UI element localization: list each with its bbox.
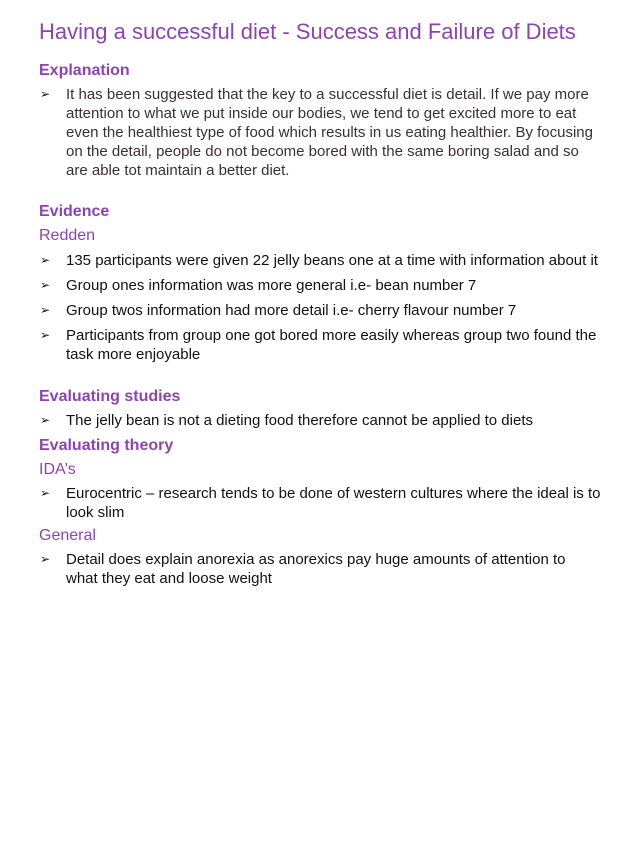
list-item-text: Group ones information was more general i.e- bean number 7: [66, 277, 477, 294]
list-item-text: The jelly bean is not a dieting food therefore cannot be applied to diets: [66, 412, 533, 429]
list-item: [39, 85, 601, 180]
evaluating-studies-list: [39, 411, 608, 430]
arrowhead-bullet-icon: ➢: [40, 87, 51, 101]
explanation-heading: Explanation: [39, 62, 130, 79]
evaluating-theory-heading: Evaluating theory: [39, 437, 174, 454]
page-title: Having a successful diet - Success and Failure of Diets: [39, 19, 576, 44]
list-item-text: It has been suggested that the key to a successful diet is detail. If we pay more attention to what we put inside our bodies, we tend to get excited more to eat even the healthiest type of food which results in us eating healthier. By focusing on the detail, people do not become bored with the same boring salad and so are able tot maintain a better diet.: [66, 86, 593, 179]
list-item: [39, 326, 601, 364]
evidence-heading: Evidence: [39, 203, 110, 220]
arrowhead-bullet-icon: ➢: [40, 413, 51, 427]
redden-subheading: Redden: [39, 227, 96, 244]
arrowhead-bullet-icon: ➢: [40, 552, 51, 566]
evaluating-studies-heading: Evaluating studies: [39, 388, 181, 405]
list-item: [39, 411, 601, 430]
list-item-text: 135 participants were given 22 jelly beans one at a time with information about it: [66, 252, 598, 269]
list-item: [39, 550, 601, 588]
arrowhead-bullet-icon: ➢: [40, 328, 51, 342]
list-item-text: Detail does explain anorexia as anorexics pay huge amounts of attention to what they eat and loose weight: [66, 551, 566, 587]
list-item: [39, 484, 601, 522]
arrowhead-bullet-icon: ➢: [40, 303, 51, 317]
idas-list: [39, 484, 608, 522]
general-list: [39, 550, 608, 588]
evidence-list: [39, 251, 608, 364]
idas-subheading: IDA’s: [39, 461, 76, 478]
list-item-text: Eurocentric – research tends to be done of western cultures where the ideal is to look slim: [66, 485, 601, 521]
list-item: [39, 276, 601, 295]
list-item-text: Group twos information had more detail i.e- cherry flavour number 7: [66, 302, 517, 319]
arrowhead-bullet-icon: ➢: [40, 278, 51, 292]
list-item: [39, 301, 601, 320]
list-item-text: Participants from group one got bored more easily whereas group two found the task more enjoyable: [66, 327, 597, 363]
general-subheading: General: [39, 527, 96, 544]
arrowhead-bullet-icon: ➢: [40, 253, 51, 267]
list-item: [39, 251, 601, 270]
explanation-list: [39, 85, 608, 180]
arrowhead-bullet-icon: ➢: [40, 486, 51, 500]
